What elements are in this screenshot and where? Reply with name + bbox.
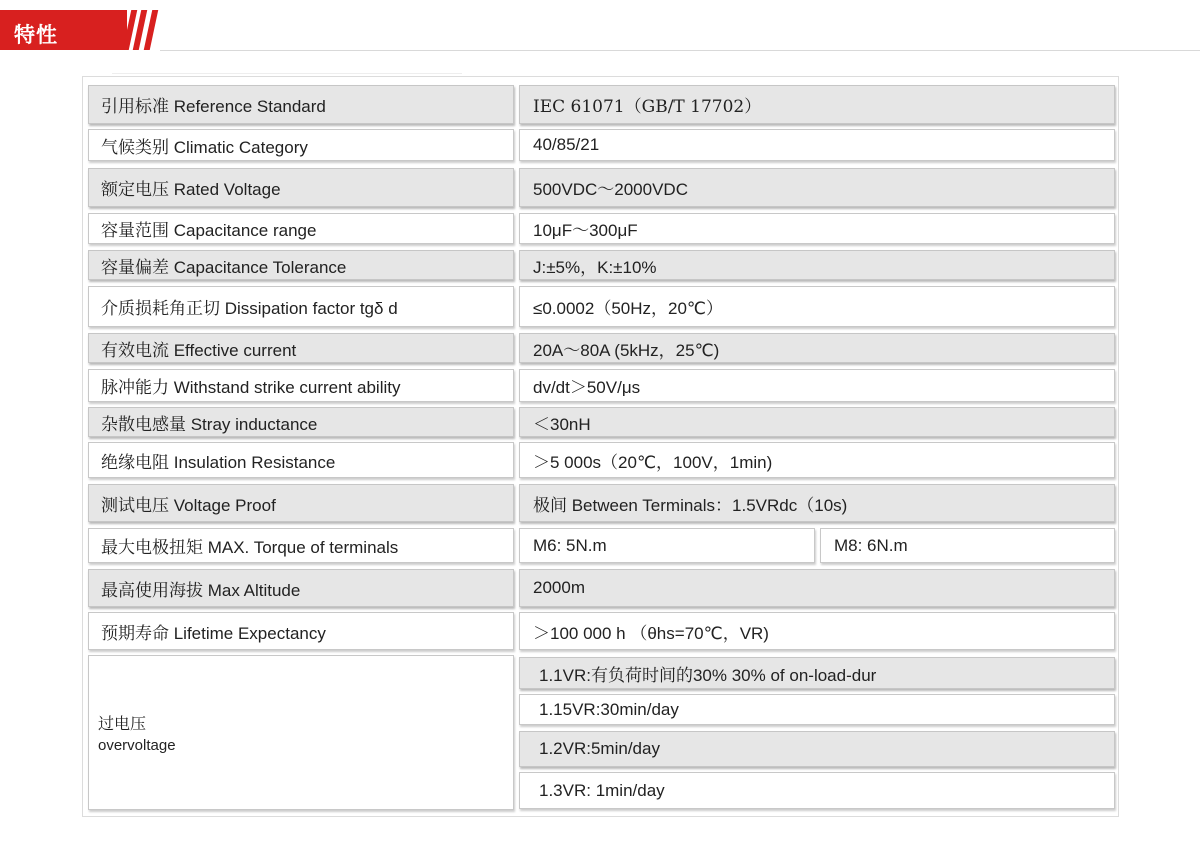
spec-label-stray-inductance: 杂散电感量 Stray inductance: [88, 407, 514, 437]
spec-value-capacitance-range: 10μF～300μF: [519, 213, 1115, 244]
spec-value-effective-current: 20A～80A (5kHz，25℃): [519, 333, 1115, 363]
spec-value-reference-standard: IEC 61071（GB/T 17702）: [519, 85, 1115, 124]
overvoltage-item: 1.3VR: 1min/day: [519, 772, 1115, 809]
spec-value-torque-m8: M8: 6N.m: [820, 528, 1115, 563]
spec-label-lifetime: 预期寿命 Lifetime Expectancy: [88, 612, 514, 650]
spec-value-torque-m6: M6: 5N.m: [519, 528, 815, 563]
spec-value-dissipation-factor: ≤0.0002（50Hz，20℃）: [519, 286, 1115, 327]
spec-value-insulation-resistance: ＞5 000s（20℃，100V，1min): [519, 442, 1115, 478]
spec-label-effective-current: 有效电流 Effective current: [88, 333, 514, 363]
spec-label-max-torque: 最大电极扭矩 MAX. Torque of terminals: [88, 528, 514, 563]
overvoltage-label-zh: 过电压: [98, 714, 147, 733]
spec-value-strike-current: dv/dt＞50V/μs: [519, 369, 1115, 402]
spec-value-rated-voltage: 500VDC～2000VDC: [519, 168, 1115, 207]
section-title: 特性: [14, 23, 58, 47]
spec-label-strike-current: 脉冲能力 Withstand strike current ability: [88, 369, 514, 402]
header-divider: [160, 50, 1200, 51]
spec-label-max-altitude: 最高使用海拔 Max Altitude: [88, 569, 514, 607]
overvoltage-label-en: overvoltage: [98, 737, 176, 754]
spec-value-capacitance-tolerance: J:±5%，K:±10%: [519, 250, 1115, 280]
spec-label-voltage-proof: 测试电压 Voltage Proof: [88, 484, 514, 522]
spec-label-capacitance-range: 容量范围 Capacitance range: [88, 213, 514, 244]
spec-label-capacitance-tolerance: 容量偏差 Capacitance Tolerance: [88, 250, 514, 280]
spec-value-voltage-proof: 极间 Between Terminals：1.5VRdc（10s): [519, 484, 1115, 522]
spec-label-overvoltage: [88, 655, 514, 810]
overvoltage-item: 1.1VR:有负荷时间的30% 30% of on-load-dur: [519, 657, 1115, 689]
spec-label-climatic-category: 气候类别 Climatic Category: [88, 129, 514, 161]
spec-value-stray-inductance: ＜30nH: [519, 407, 1115, 437]
spec-value-lifetime: ＞100 000 h （θhs=70℃，VR): [519, 612, 1115, 650]
overvoltage-item: 1.15VR:30min/day: [519, 694, 1115, 725]
spec-label-insulation-resistance: 绝缘电阻 Insulation Resistance: [88, 442, 514, 478]
spec-label-reference-standard: 引用标准 Reference Standard: [88, 85, 514, 124]
spec-value-climatic-category: 40/85/21: [519, 129, 1115, 161]
overvoltage-item: 1.2VR:5min/day: [519, 731, 1115, 767]
spec-label-dissipation-factor: 介质损耗角正切 Dissipation factor tgδ d: [88, 286, 514, 327]
spec-value-max-altitude: 2000m: [519, 569, 1115, 607]
spec-label-rated-voltage: 额定电压 Rated Voltage: [88, 168, 514, 207]
divider-line: [112, 73, 462, 74]
